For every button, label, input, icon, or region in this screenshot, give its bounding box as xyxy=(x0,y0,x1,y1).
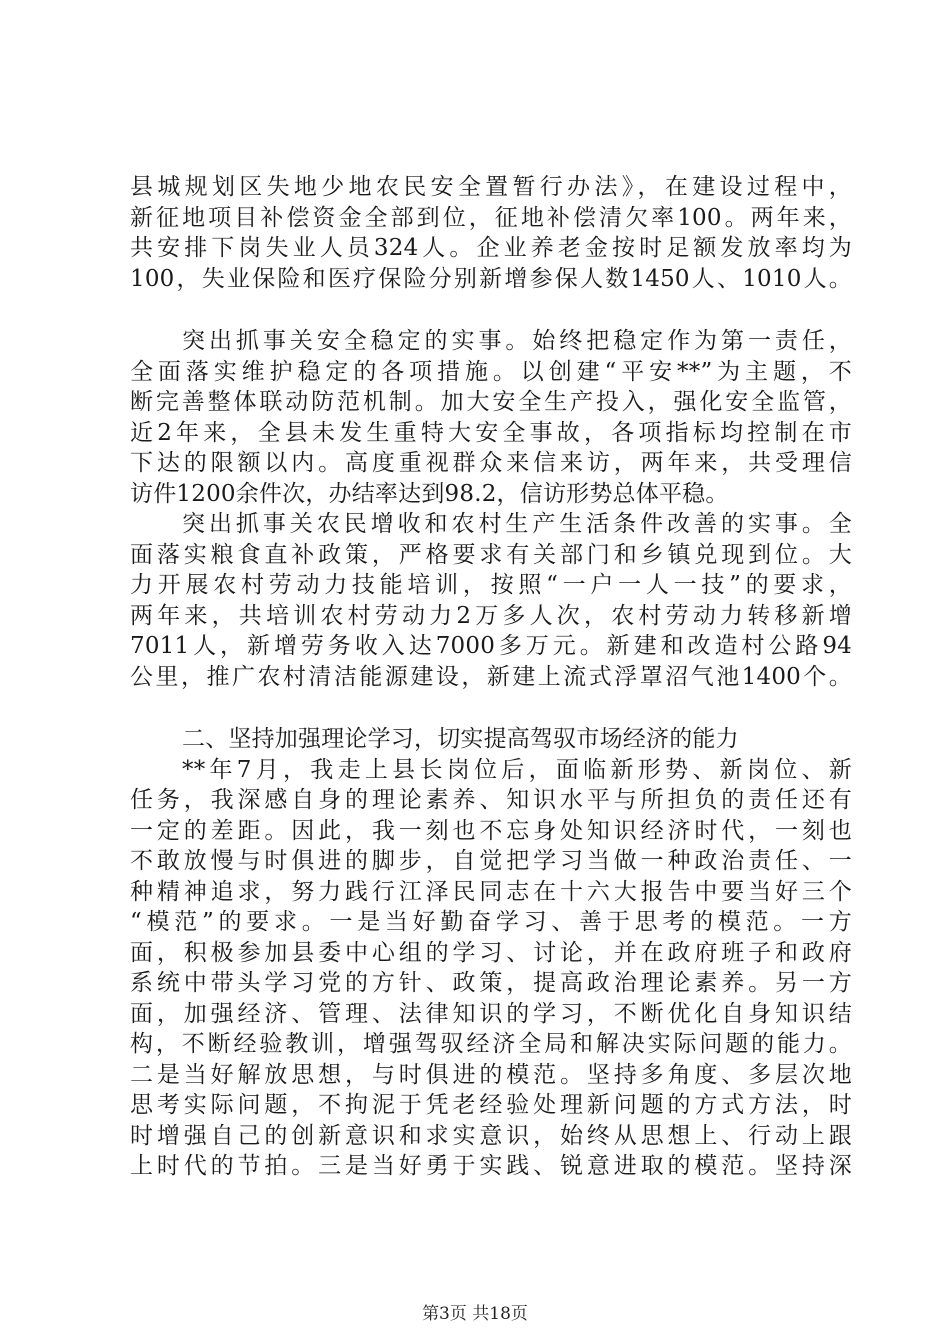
text-line: 全面落实维护稳定的各项措施。以创建“平安**”为主题，不 xyxy=(130,358,852,385)
paragraph-rural-income xyxy=(130,509,852,692)
paragraph-safety-stability xyxy=(130,326,852,509)
text-line: 构，不断经验教训，增强驾驭经济全局和解决实际问题的能力。 xyxy=(130,1031,852,1057)
text-line: 断完善整体联动防范机制。加大安全生产投入，强化安全监管， xyxy=(130,389,852,415)
text-line: 面，加强经济、管理、法律知识的学习，不断优化自身知识结 xyxy=(130,1000,852,1027)
paragraph-land-compensation xyxy=(130,172,852,294)
text-line: 力开展农村劳动力技能培训，按照“一户一人一技”的要求， xyxy=(130,572,852,598)
text-line: 两年来，共培训农村劳动力2万多人次，农村劳动力转移新增 xyxy=(130,602,852,629)
text-line: 共安排下岗失业人员324人。企业养老金按时足额发放率均为 xyxy=(130,235,852,261)
text-line: 任务，我深感自身的理论素养、知识水平与所担负的责任还有 xyxy=(130,787,852,813)
text-line: 7011人，新增劳务收入达7000多万元。新建和改造村公路94 xyxy=(130,633,852,659)
text-line: 面落实粮食直补政策，严格要求有关部门和乡镇兑现到位。大 xyxy=(130,541,852,568)
paragraph-theory-study xyxy=(130,755,852,1182)
text-line: 100，失业保险和医疗保险分别新增参保人数1450人、1010人。 xyxy=(130,265,852,292)
text-line: 二是当好解放思想，与时俱进的模范。坚持多角度、多层次地 xyxy=(130,1061,852,1088)
text-line: 新征地项目补偿资金全部到位，征地补偿清欠率100。两年来， xyxy=(130,204,852,231)
text-line: 突出抓事关安全稳定的实事。始终把稳定作为第一责任， xyxy=(182,328,852,354)
text-line: 面，积极参加县委中心组的学习、讨论，并在政府班子和政府 xyxy=(130,939,852,966)
document-body xyxy=(130,172,852,1182)
paragraph-gap xyxy=(130,692,852,724)
page-number-footer: 第3页 共18页 xyxy=(422,1304,528,1324)
text-line: 公里，推广农村清洁能源建设，新建上流式浮罩沼气池1400个。 xyxy=(130,663,852,690)
text-line: 种精神追求，努力践行江泽民同志在十六大报告中要当好三个 xyxy=(130,878,852,905)
text-line: 不敢放慢与时俱进的脚步，自觉把学习当做一种政治责任、一 xyxy=(130,848,852,874)
section-heading: 二、坚持加强理论学习，切实提高驾驭市场经济的能力 xyxy=(182,726,739,752)
text-line: 思考实际问题，不拘泥于凭老经验处理新问题的方式方法，时 xyxy=(130,1092,852,1118)
text-line: 近2年来，全县未发生重特大安全事故，各项指标均控制在市 xyxy=(130,419,852,446)
text-line: 访件1200余件次，办结率达到98.2，信访形势总体平稳。 xyxy=(130,480,729,507)
text-line: 系统中带头学习党的方针、政策，提高政治理论素养。另一方 xyxy=(130,970,852,996)
text-line: 突出抓事关农民增收和农村生产生活条件改善的实事。全 xyxy=(182,511,852,537)
text-line: “模范”的要求。一是当好勤奋学习、善于思考的模范。一方 xyxy=(130,909,852,935)
text-line: 一定的差距。因此，我一刻也不忘身处知识经济时代，一刻也 xyxy=(130,817,852,844)
text-line: **年7月，我走上县长岗位后，面临新形势、新岗位、新 xyxy=(182,756,852,783)
text-line: 时增强自己的创新意识和求实意识，始终从思想上、行动上跟 xyxy=(130,1122,852,1149)
paragraph-gap xyxy=(130,294,852,326)
text-line: 县城规划区失地少地农民安全置暂行办法》，在建设过程中， xyxy=(130,174,852,200)
text-line: 下达的限额以内。高度重视群众来信来访，两年来，共受理信 xyxy=(130,450,852,476)
text-line: 上时代的节拍。三是当好勇于实践、锐意进取的模范。坚持深 xyxy=(130,1153,852,1179)
